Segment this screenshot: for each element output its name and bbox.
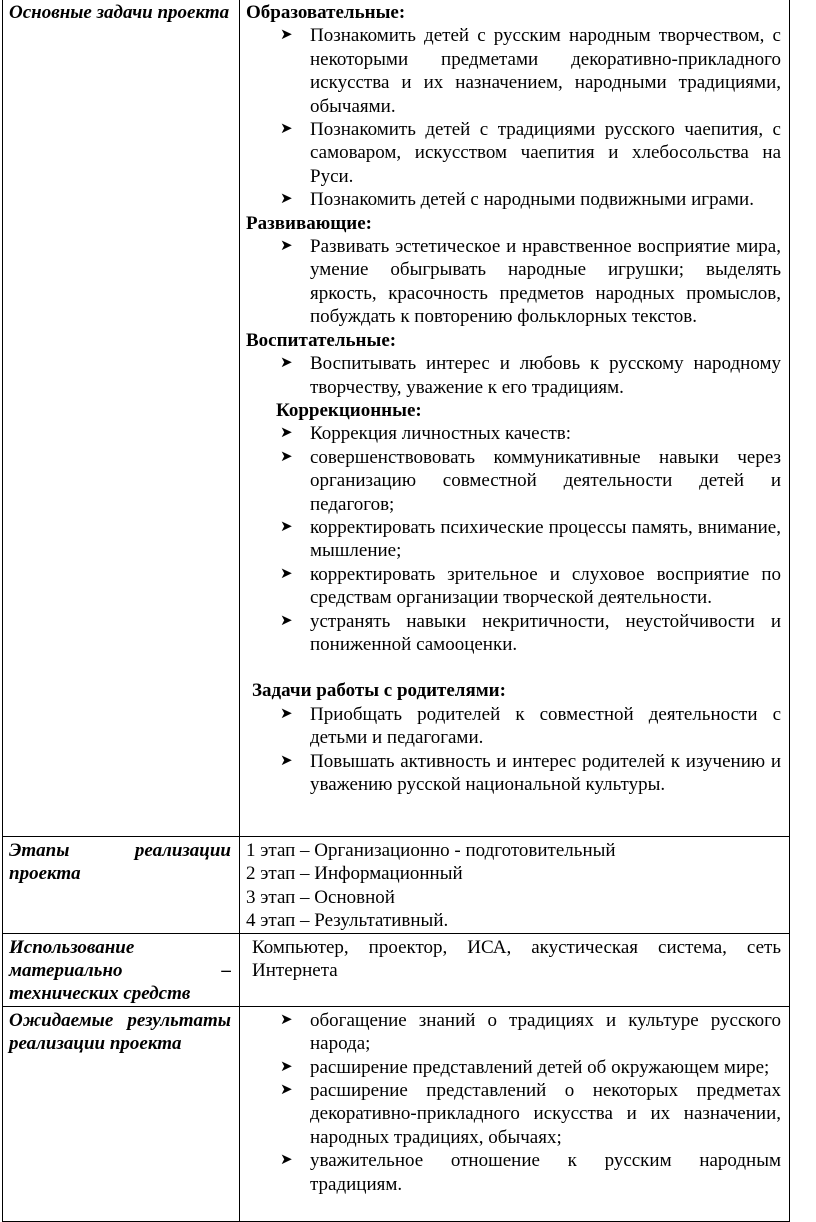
stage-line: 3 этап – Основной [246, 886, 395, 908]
stages-cell [240, 837, 790, 934]
list-item [280, 1079, 781, 1149]
arrowhead-bullet-icon: ➤ [280, 27, 293, 44]
bullet-list [246, 24, 781, 211]
list-item-text: расширение представлений о некоторых предметах декоративно-прикладного искусства и их назначении, народных традициях, обычаях; [310, 1080, 781, 1148]
list-item-text: Познакомить детей с народными подвижными играми. [310, 189, 754, 211]
project-table [2, 0, 790, 1222]
row-equipment [3, 933, 790, 1006]
arrowhead-bullet-icon: ➤ [280, 1082, 293, 1099]
section-heading: Задачи работы с родителями: [252, 680, 506, 702]
section-heading: Воспитательные: [246, 329, 397, 351]
list-item-text: корректировать психические процессы память, внимание, мышление; [310, 516, 781, 562]
list-item [280, 446, 781, 516]
list-item [280, 1056, 781, 1079]
arrowhead-bullet-icon: ➤ [280, 752, 293, 769]
stage-line: 1 этап – Организационно - подготовительный [246, 840, 616, 861]
tasks-cell [240, 0, 790, 837]
list-item [280, 610, 781, 657]
row-label: Ожидаемые результаты реализации проекта [3, 1006, 240, 1221]
list-item-text: уважительное отношение к русским народным традициям. [310, 1150, 781, 1195]
equipment-cell [240, 933, 790, 1006]
arrowhead-bullet-icon: ➤ [280, 448, 293, 465]
list-item-text: Приобщать родителей к совместной деятельности с детьми и педагогами. [310, 703, 781, 749]
arrowhead-bullet-icon: ➤ [280, 1011, 293, 1028]
arrowhead-bullet-icon: ➤ [280, 1152, 293, 1169]
list-item [280, 118, 781, 188]
arrowhead-bullet-icon: ➤ [280, 518, 293, 535]
arrowhead-bullet-icon: ➤ [280, 705, 293, 722]
bullet-list [246, 703, 781, 797]
list-item [280, 750, 781, 797]
arrowhead-bullet-icon: ➤ [280, 121, 293, 138]
list-item [280, 352, 781, 399]
bullet-list [246, 422, 781, 656]
bullet-list [246, 352, 781, 399]
section-heading: Образовательные: [246, 2, 406, 23]
arrowhead-bullet-icon: ➤ [280, 1058, 293, 1075]
arrowhead-bullet-icon: ➤ [280, 191, 293, 208]
row-results [3, 1006, 790, 1221]
arrowhead-bullet-icon: ➤ [280, 355, 293, 372]
list-item-text: Повышать активность и интерес родителей к изучению и уважению русской национальной культуры. [310, 750, 781, 795]
arrowhead-bullet-icon: ➤ [280, 425, 293, 442]
list-item [280, 422, 781, 445]
list-item-text: Коррекция личностных качеств: [310, 423, 572, 445]
list-item [280, 563, 781, 610]
list-item-text: Развивать эстетическое и нравственное восприятие мира, умение обыгрывать народные игрушки; выделять яркость, красочность предметов народных промыслов, побуждать к повторению фольклорных текстов. [310, 236, 781, 328]
row-label: Использование материально – технических средств [3, 933, 240, 1006]
list-item [280, 516, 781, 563]
arrowhead-bullet-icon: ➤ [280, 238, 293, 255]
arrowhead-bullet-icon: ➤ [280, 565, 293, 582]
list-item-text: устранять навыки некритичности, неустойчивости и пониженной самооценки. [310, 610, 781, 655]
list-item-text: Воспитывать интерес и любовь к русскому народному творчеству, уважение к его традициям. [310, 353, 781, 398]
results-cell [240, 1006, 790, 1221]
list-item [280, 1009, 781, 1056]
row-label: Основные задачи проекта [3, 0, 240, 837]
list-item-text: совершенствововать коммуникативные навыки через организацию совместной деятельности детей и педагогов; [310, 446, 781, 515]
stage-line: 4 этап – Результативный. [246, 910, 449, 932]
stage-line: 2 этап – Информационный [246, 863, 463, 885]
list-item-text: Познакомить детей с традициями русского чаепития, с самоваром, искусством чаепития и хлебосольства на Руси. [310, 119, 781, 187]
list-item [280, 24, 781, 118]
arrowhead-bullet-icon: ➤ [280, 612, 293, 629]
row-main-tasks [3, 0, 790, 837]
list-item-text: расширение представлений детей об окружающем мире; [310, 1056, 770, 1078]
list-item-text: обогащение знаний о традициях и культуре русского народа; [310, 1009, 781, 1055]
list-item [280, 188, 781, 211]
section-heading: Коррекционные: [276, 399, 422, 421]
row-label: Этапы реализации проекта [3, 837, 240, 934]
equipment-text: Компьютер, проектор, ИСА, акустическая система, сеть Интернета [252, 936, 781, 982]
bullet-list [246, 1009, 781, 1196]
list-item-text: корректировать зрительное и слуховое восприятие по средствам организации творческой деятельности. [310, 563, 781, 609]
list-item-text: Познакомить детей с русским народным творчеством, с некоторыми предметами декоративно-прикладного искусства и их назначением, народными традициями, обычаями. [310, 25, 781, 117]
list-item [280, 1149, 781, 1196]
section-heading: Развивающие: [246, 212, 372, 234]
bullet-list [246, 235, 781, 329]
list-item [280, 703, 781, 750]
list-item [280, 235, 781, 329]
row-stages [3, 837, 790, 934]
